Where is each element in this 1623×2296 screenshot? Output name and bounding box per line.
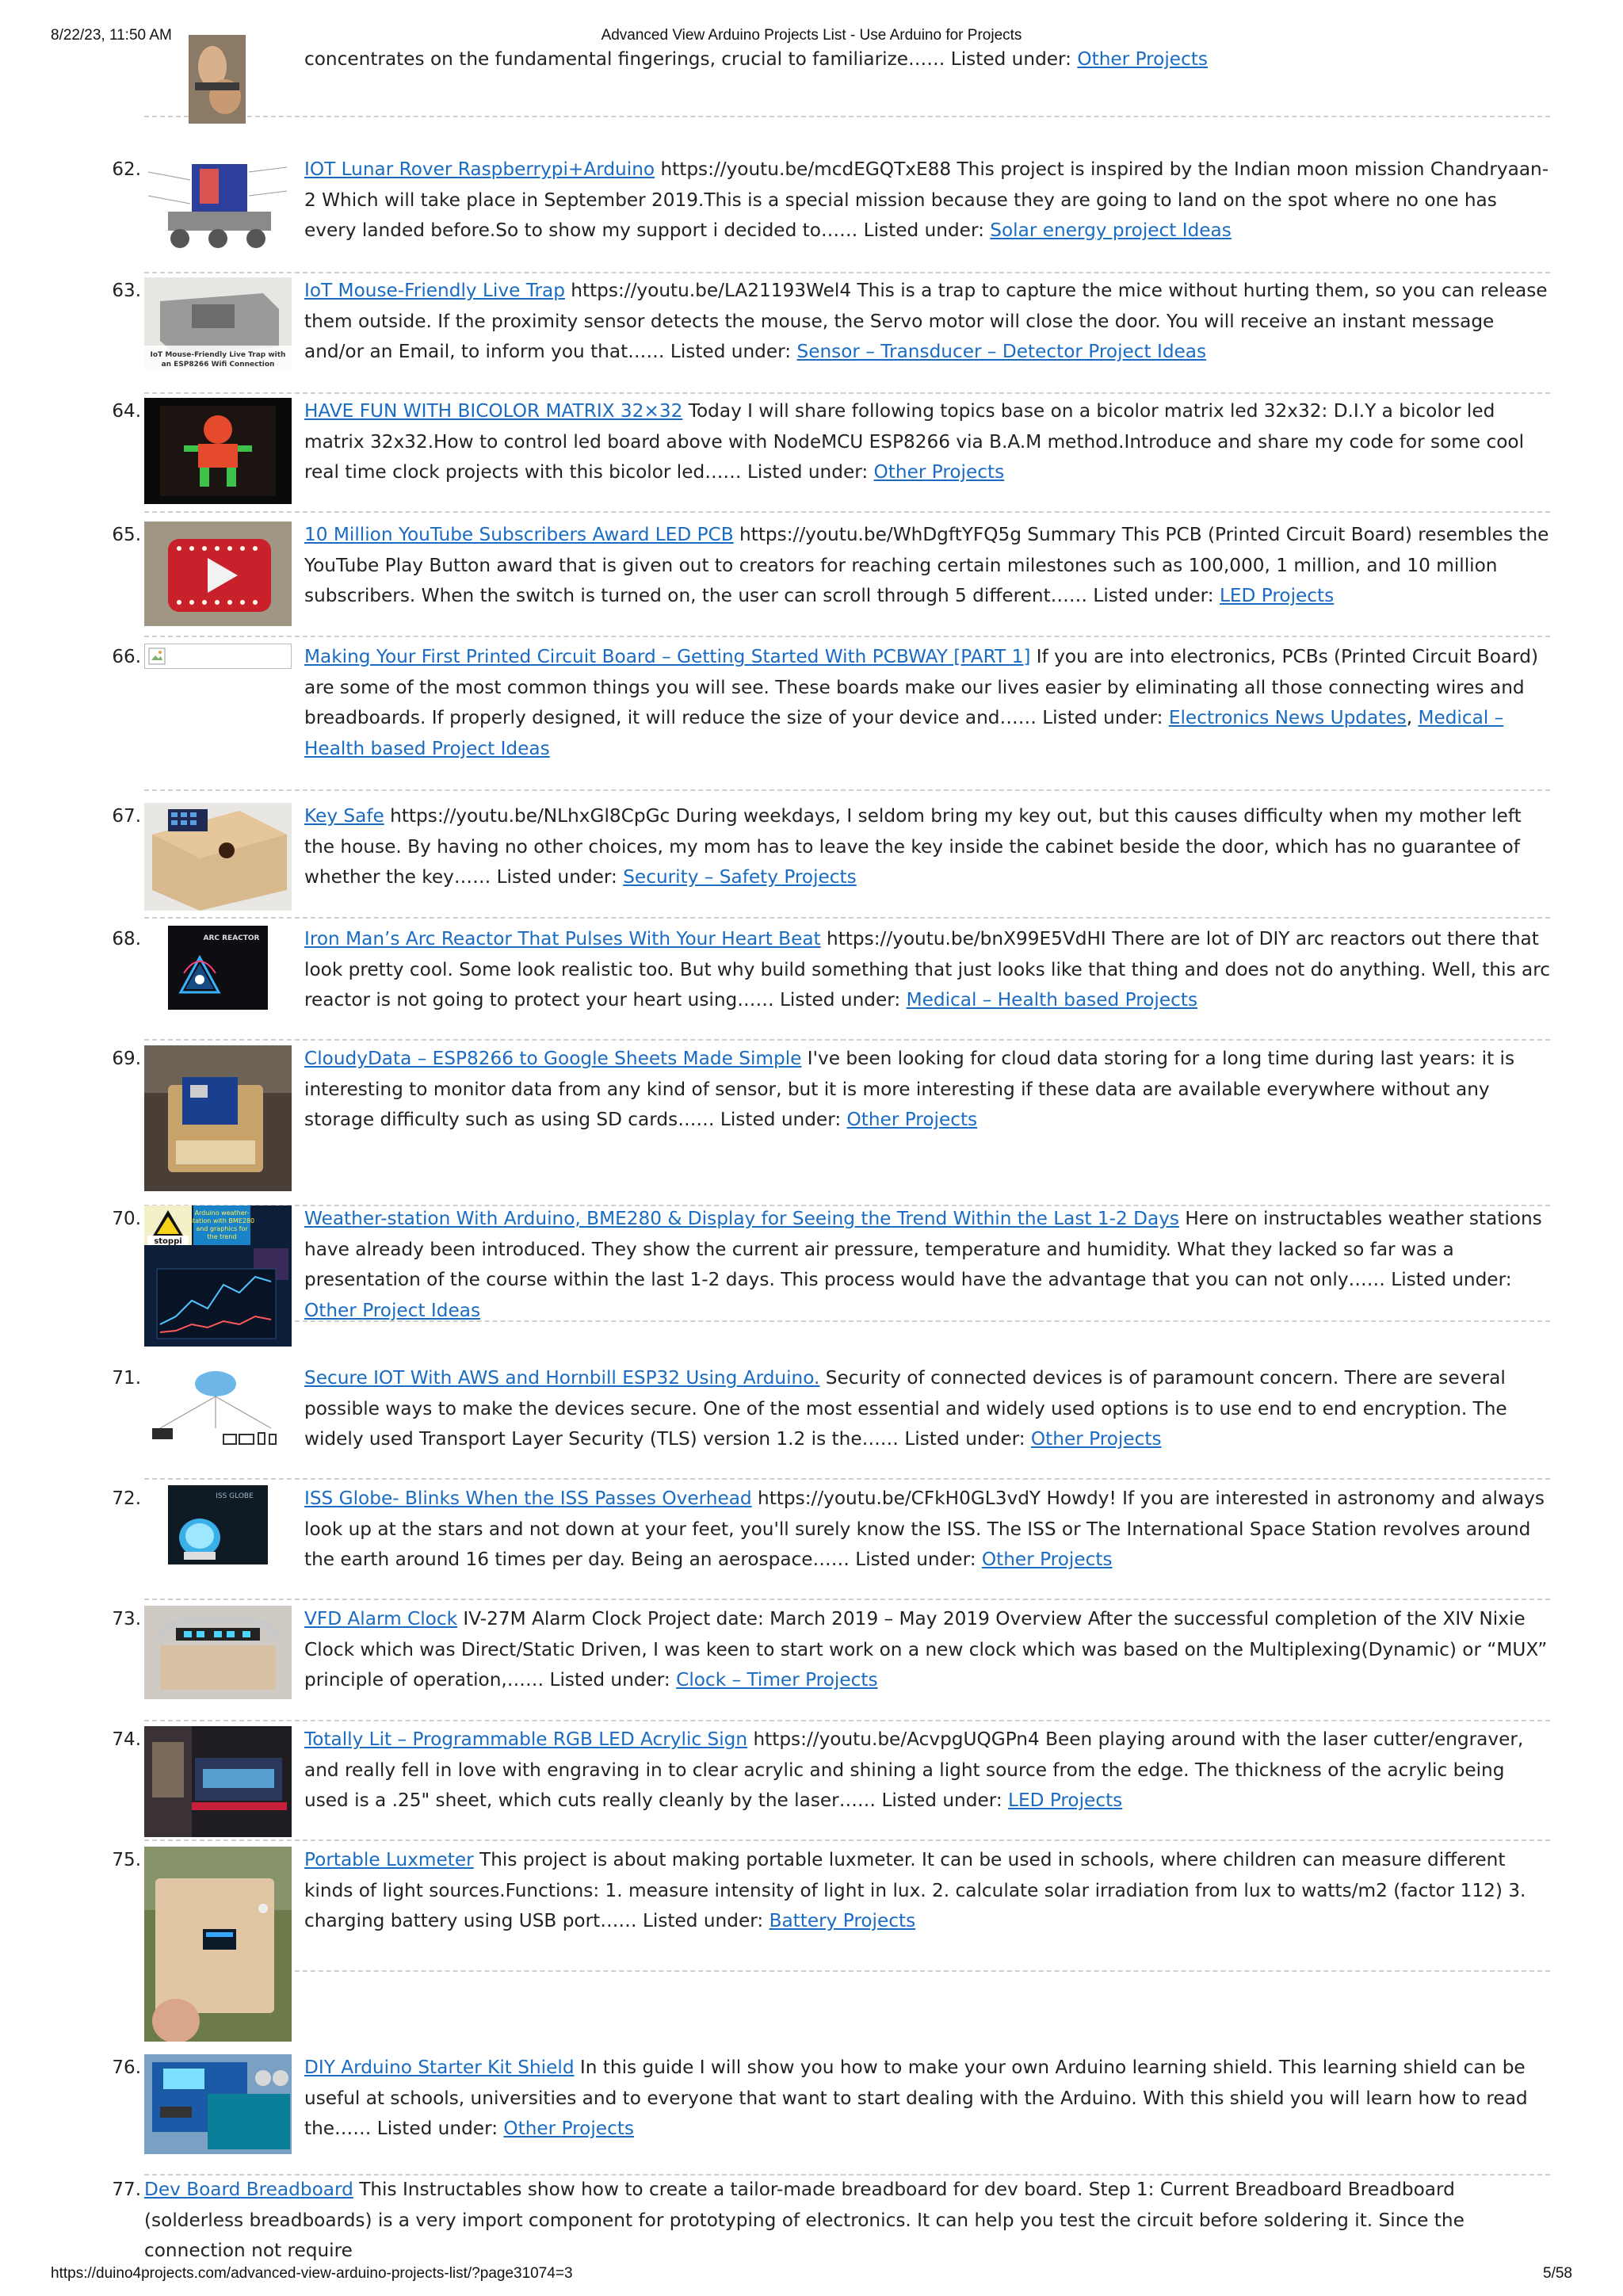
entry-text: Weather-station With Arduino, BME280 & Display for Seeing the Trend Within the Last 1-2 Days Here on instructables weather stations have already been introduced. They show the current air pressure, temperature and humidity. What they lacked so far was a presentation of the course within the last 1-2 days. This process would have the advantage that you can not only…… Listed under: Other Project Ideas	[304, 1208, 1542, 1321]
arc-reactor-icon	[168, 926, 268, 1010]
print-header	[51, 27, 1572, 46]
project-title-link[interactable]: Secure IOT With AWS and Hornbill ESP32 Using Arduino.	[304, 1367, 820, 1389]
entry-number: 64.	[112, 401, 141, 422]
esp-board-icon	[144, 1045, 292, 1191]
project-thumbnail[interactable]	[189, 35, 246, 124]
entry-text: IoT Mouse-Friendly Live Trap https://youtu.be/LA21193Wel4 This is a trap to capture the mice without hurting them, so you can release them outside. If the proximity sensor detects the mouse, the Servo motor will close the door. You will receive an instant message and/or an Email, to inform you that…… Listed under: Sensor – Transducer – Detector Project Ideas	[304, 280, 1548, 362]
hands-icon	[189, 35, 246, 124]
project-thumbnail[interactable]	[144, 156, 292, 256]
entry-text: Key Safe https://youtu.be/NLhxGl8CpGc During weekdays, I seldom bring my key out, but this causes difficulty when my mother left the house. By having no other choices, my mom has to leave the key inside the cabinet beside the door, which has no guarantee of whether the key…… Listed under: Security – Safety Projects	[304, 805, 1522, 888]
list-item	[112, 803, 1550, 919]
print-page-number: 5/58	[1543, 2265, 1572, 2282]
category-link[interactable]: LED Projects	[1219, 585, 1335, 606]
print-footer	[51, 2265, 1572, 2284]
list-item	[112, 1485, 1550, 1600]
project-thumbnail[interactable]	[144, 803, 292, 911]
list-item	[112, 521, 1550, 637]
category-link[interactable]: Other Projects	[1030, 1428, 1162, 1450]
category-link[interactable]: Sensor – Transducer – Detector Project Ideas	[796, 341, 1207, 362]
entry-text: concentrates on the fundamental fingerings, crucial to familiarize…… Listed under: Other Projects	[304, 48, 1208, 70]
category-link[interactable]: Other Project Ideas	[304, 1299, 481, 1321]
project-thumbnail[interactable]	[168, 1485, 268, 1564]
entry-number: 74.	[112, 1729, 141, 1750]
project-thumbnail[interactable]	[144, 1606, 292, 1699]
list-item	[144, 46, 1550, 117]
project-thumbnail[interactable]	[144, 1365, 292, 1460]
list-item	[112, 644, 1550, 791]
list-item	[112, 1365, 1550, 1480]
entry-text: VFD Alarm Clock IV-27M Alarm Clock Project date: March 2019 – May 2019 Overview After the successful completion of the XIV Nixie Clock which was Direct/Static Driven, I was keen to start work on a new clock which was based on the Multiplexing(Dynamic) or “MUX” principle of operation,…… Listed under: Clock – Timer Projects	[304, 1608, 1548, 1690]
project-title-link[interactable]: Dev Board Breadboard	[144, 2179, 353, 2200]
list-item	[112, 1606, 1550, 1721]
project-thumbnail[interactable]	[144, 277, 292, 371]
acrylic-sign-icon	[144, 1726, 292, 1837]
project-thumbnail[interactable]	[144, 1205, 292, 1347]
entry-number: 73.	[112, 1609, 141, 1629]
entry-text: ISS Globe- Blinks When the ISS Passes Overhead https://youtu.be/CFkH0GL3vdY Howdy! If you are interested in astronomy and always look up at the stars and not down at your feet, you'll surely know the ISS. The ISS or The International Space Station revolves around the earth around 16 times per day. Being an aerospace…… Listed under: Other Projects	[304, 1488, 1545, 1570]
print-url: https://duino4projects.com/advanced-view-arduino-projects-list/?page31074=3	[51, 2265, 573, 2282]
entry-number: 65.	[112, 525, 141, 545]
led-matrix-icon	[144, 398, 292, 504]
category-link[interactable]: Other Projects	[873, 461, 1005, 483]
project-title-link[interactable]: Key Safe	[304, 805, 384, 827]
category-link[interactable]: Medical – Health based Project Ideas	[304, 707, 1504, 759]
svg-text:ISS GLOBE: ISS GLOBE	[216, 1492, 254, 1500]
category-link[interactable]: Other Projects	[846, 1109, 978, 1130]
entry-number: 67.	[112, 806, 141, 827]
entry-text: Iron Man’s Arc Reactor That Pulses With Your Heart Beat https://youtu.be/bnX99E5VdHI There are lot of DIY arc reactors out there that look pretty cool. Some look realistic too. But why build something that just looks like that thing and does not do anything. Well, this arc reactor is not going to protect your heart using…… Listed under: Medical – Health based Projects	[304, 928, 1551, 1010]
glowing-globe-icon	[168, 1485, 268, 1564]
list-item	[112, 2054, 1550, 2176]
entry-text: Dev Board Breadboard This Instructables show how to create a tailor-made breadboard for dev board. Step 1: Current Breadboard Breadboard (solderless breadboards) is a very import component for prototyping of electronics. It can help you test the circuit before soldering it. Since the connection not require	[144, 2179, 1465, 2261]
list-item	[112, 277, 1550, 394]
project-title-link[interactable]: VFD Alarm Clock	[304, 1608, 458, 1629]
category-link[interactable]: Clock – Timer Projects	[676, 1669, 878, 1690]
project-title-link[interactable]: Totally Lit – Programmable RGB LED Acrylic Sign	[304, 1729, 748, 1750]
entry-number: 69.	[112, 1049, 141, 1069]
entry-text: Secure IOT With AWS and Hornbill ESP32 Using Arduino. Security of connected devices is of paramount concern. There are several possible ways to make the devices secure. One of the most essential and widely used options is to use end to end encryption. The widely used Transport Layer Security (TLS) version 1.2 is the…… Listed under: Other Projects	[304, 1367, 1507, 1450]
list-item	[112, 926, 1551, 1041]
category-link[interactable]: Other Projects	[1077, 48, 1208, 70]
play-button-pcb-icon	[144, 521, 292, 626]
entry-number: 75.	[112, 1850, 141, 1870]
rover-diagram-icon	[144, 156, 292, 256]
list-item	[112, 1847, 1550, 1972]
entry-number: 66.	[112, 647, 141, 667]
svg-text:an ESP8266 Wifi Connection: an ESP8266 Wifi Connection	[161, 361, 275, 369]
list-item	[112, 156, 1550, 273]
list-item	[112, 398, 1550, 513]
category-link[interactable]: Battery Projects	[769, 1910, 916, 1931]
category-separator: ,	[1406, 707, 1419, 728]
svg-text:ARC REACTOR: ARC REACTOR	[203, 934, 260, 942]
category-link[interactable]: Security – Safety Projects	[623, 866, 857, 888]
project-title-link[interactable]: IOT Lunar Rover Raspberrypi+Arduino	[304, 159, 655, 180]
project-title-link[interactable]: 10 Million YouTube Subscribers Award LED PCB	[304, 524, 734, 545]
project-title-link[interactable]: Iron Man’s Arc Reactor That Pulses With Your Heart Beat	[304, 928, 821, 949]
list-item	[112, 2176, 1550, 2264]
entry-text: DIY Arduino Starter Kit Shield In this guide I will show you how to make your own Arduino learning shield. This learning shield can be useful at schools, universities and to everyone that want to start dealing with the Arduino. With this shield you will learn how to read the…… Listed under: Other Projects	[304, 2057, 1528, 2139]
trap-icon	[144, 277, 292, 371]
luxmeter-box-icon	[144, 1847, 292, 2042]
list-item	[112, 1205, 1550, 1322]
arduino-shield-icon	[144, 2054, 292, 2154]
print-timestamp: 8/22/23, 11:50 AM	[51, 27, 172, 44]
svg-text:Arduino weather-: Arduino weather-	[194, 1209, 250, 1217]
svg-text:the trend: the trend	[207, 1233, 237, 1240]
svg-text:stoppi: stoppi	[154, 1237, 182, 1246]
project-title-link[interactable]: Making Your First Printed Circuit Board – Getting Started With PCBWAY [PART 1]	[304, 646, 1031, 667]
category-link[interactable]: Other Projects	[981, 1549, 1113, 1570]
project-thumbnail[interactable]	[144, 1045, 292, 1191]
entry-number: 72.	[112, 1488, 141, 1509]
project-thumbnail[interactable]	[144, 398, 292, 504]
broken-image-glyph	[148, 648, 166, 665]
category-link[interactable]: Other Projects	[503, 2118, 634, 2139]
vfd-clock-icon	[144, 1606, 292, 1699]
project-title-link[interactable]: Weather-station With Arduino, BME280 & Display for Seeing the Trend Within the Last 1-2 Days	[304, 1208, 1179, 1229]
wooden-box-icon	[144, 803, 292, 911]
broken-image-icon[interactable]	[144, 644, 292, 669]
entry-text: Making Your First Printed Circuit Board – Getting Started With PCBWAY [PART 1] If you are into electronics, PCBs (Printed Circuit Board) are some of the most common things you will see. These boards make our lives easier by eliminating all those connecting wires and breadboards. If properly designed, it will reduce the size of your device and…… Listed under: Electronics News Updates, Medical – Health based Project Ideas	[304, 646, 1538, 759]
entry-text: Portable Luxmeter This project is about making portable luxmeter. It can be used in schools, where children can measure different kinds of light sources.Functions: 1. measure intensity of light in lux. 2. calculate solar irradiation from lux to watts/m2 (factor 112) 3. charging battery using USB port…… Listed under: Battery Projects	[304, 1849, 1526, 1931]
entry-number: 71.	[112, 1368, 141, 1389]
entry-number: 70.	[112, 1209, 141, 1229]
category-link[interactable]: Electronics News Updates	[1168, 707, 1407, 728]
weather-chart-icon	[144, 1205, 292, 1347]
project-thumbnail[interactable]	[144, 1726, 292, 1837]
project-thumbnail[interactable]	[144, 521, 292, 626]
print-page-title: Advanced View Arduino Projects List - Use Arduino for Projects	[601, 27, 1022, 44]
project-title-link[interactable]: IoT Mouse-Friendly Live Trap	[304, 280, 565, 301]
entry-text: 10 Million YouTube Subscribers Award LED PCB https://youtu.be/WhDgftYFQ5g Summary This PCB (Printed Circuit Board) resembles the YouTube Play Button award that is given out to creators for reaching certain milestones such as 100,000, 1 million, and 10 million subscribers. When the switch is turned on, the user can scroll through 5 different…… Listed under: LED Projects	[304, 524, 1549, 606]
project-thumbnail[interactable]	[144, 1847, 292, 2042]
cloud-network-icon	[144, 1365, 292, 1460]
svg-text:station with BME280: station with BME280	[189, 1217, 255, 1224]
category-link[interactable]: Solar energy project Ideas	[990, 220, 1232, 241]
project-title-link[interactable]: ISS Globe- Blinks When the ISS Passes Overhead	[304, 1488, 752, 1509]
entry-number: 62.	[112, 159, 141, 180]
project-title-link[interactable]: CloudyData – ESP8266 to Google Sheets Made Simple	[304, 1048, 802, 1069]
svg-text:IoT Mouse-Friendly Live Trap w: IoT Mouse-Friendly Live Trap with	[150, 351, 286, 359]
entry-text: HAVE FUN WITH BICOLOR MATRIX 32×32 Today I will share following topics base on a bicolor matrix led 32x32: D.I.Y a bicolor led matrix 32x32.How to control led board above with NodeMCU ESP8266 via B.A.M method.Introduce and share my code for some cool real time clock projects with this bicolor led…… Listed under: Other Projects	[304, 400, 1525, 483]
list-item	[112, 1726, 1550, 1841]
svg-text:and graphics for: and graphics for	[196, 1225, 248, 1232]
category-link[interactable]: Medical – Health based Projects	[906, 989, 1198, 1010]
project-title-link[interactable]: DIY Arduino Starter Kit Shield	[304, 2057, 575, 2078]
entry-text: Totally Lit – Programmable RGB LED Acrylic Sign https://youtu.be/AcvpgUQGPn4 Been playing around with the laser cutter/engraver, and really fell in love with engraving in to clear acrylic and shining a light source from the edge. The thickness of the acrylic being used is a .25" sheet, which cuts really cleanly by the laser…… Listed under: LED Projects	[304, 1729, 1524, 1811]
entry-number: 77.	[112, 2179, 141, 2200]
entry-text: IOT Lunar Rover Raspberrypi+Arduino https://youtu.be/mcdEGQTxE88 This project is inspired by the Indian moon mission Chandryaan-2 Which will take place in September 2019.This is a special mission because they are going to land on the spot where no one has every landed before.So to show my support i decided to…… Listed under: Solar energy project Ideas	[304, 159, 1549, 241]
entry-number: 68.	[112, 929, 141, 949]
project-thumbnail[interactable]	[144, 2054, 292, 2154]
project-title-link[interactable]: Portable Luxmeter	[304, 1849, 474, 1870]
entry-text: CloudyData – ESP8266 to Google Sheets Made Simple I've been looking for cloud data storing for a long time during last years: it is interesting to monitor data from any kind of sensor, but it is more interesting if these data are available everywhere without any storage difficulty such as using SD cards…… Listed under: Other Projects	[304, 1048, 1515, 1130]
entry-number: 63.	[112, 281, 141, 301]
project-title-link[interactable]: HAVE FUN WITH BICOLOR MATRIX 32×32	[304, 400, 683, 422]
entry-number: 76.	[112, 2057, 141, 2078]
project-thumbnail[interactable]	[168, 926, 268, 1010]
category-link[interactable]: LED Projects	[1008, 1790, 1123, 1811]
list-item	[112, 1045, 1550, 1206]
